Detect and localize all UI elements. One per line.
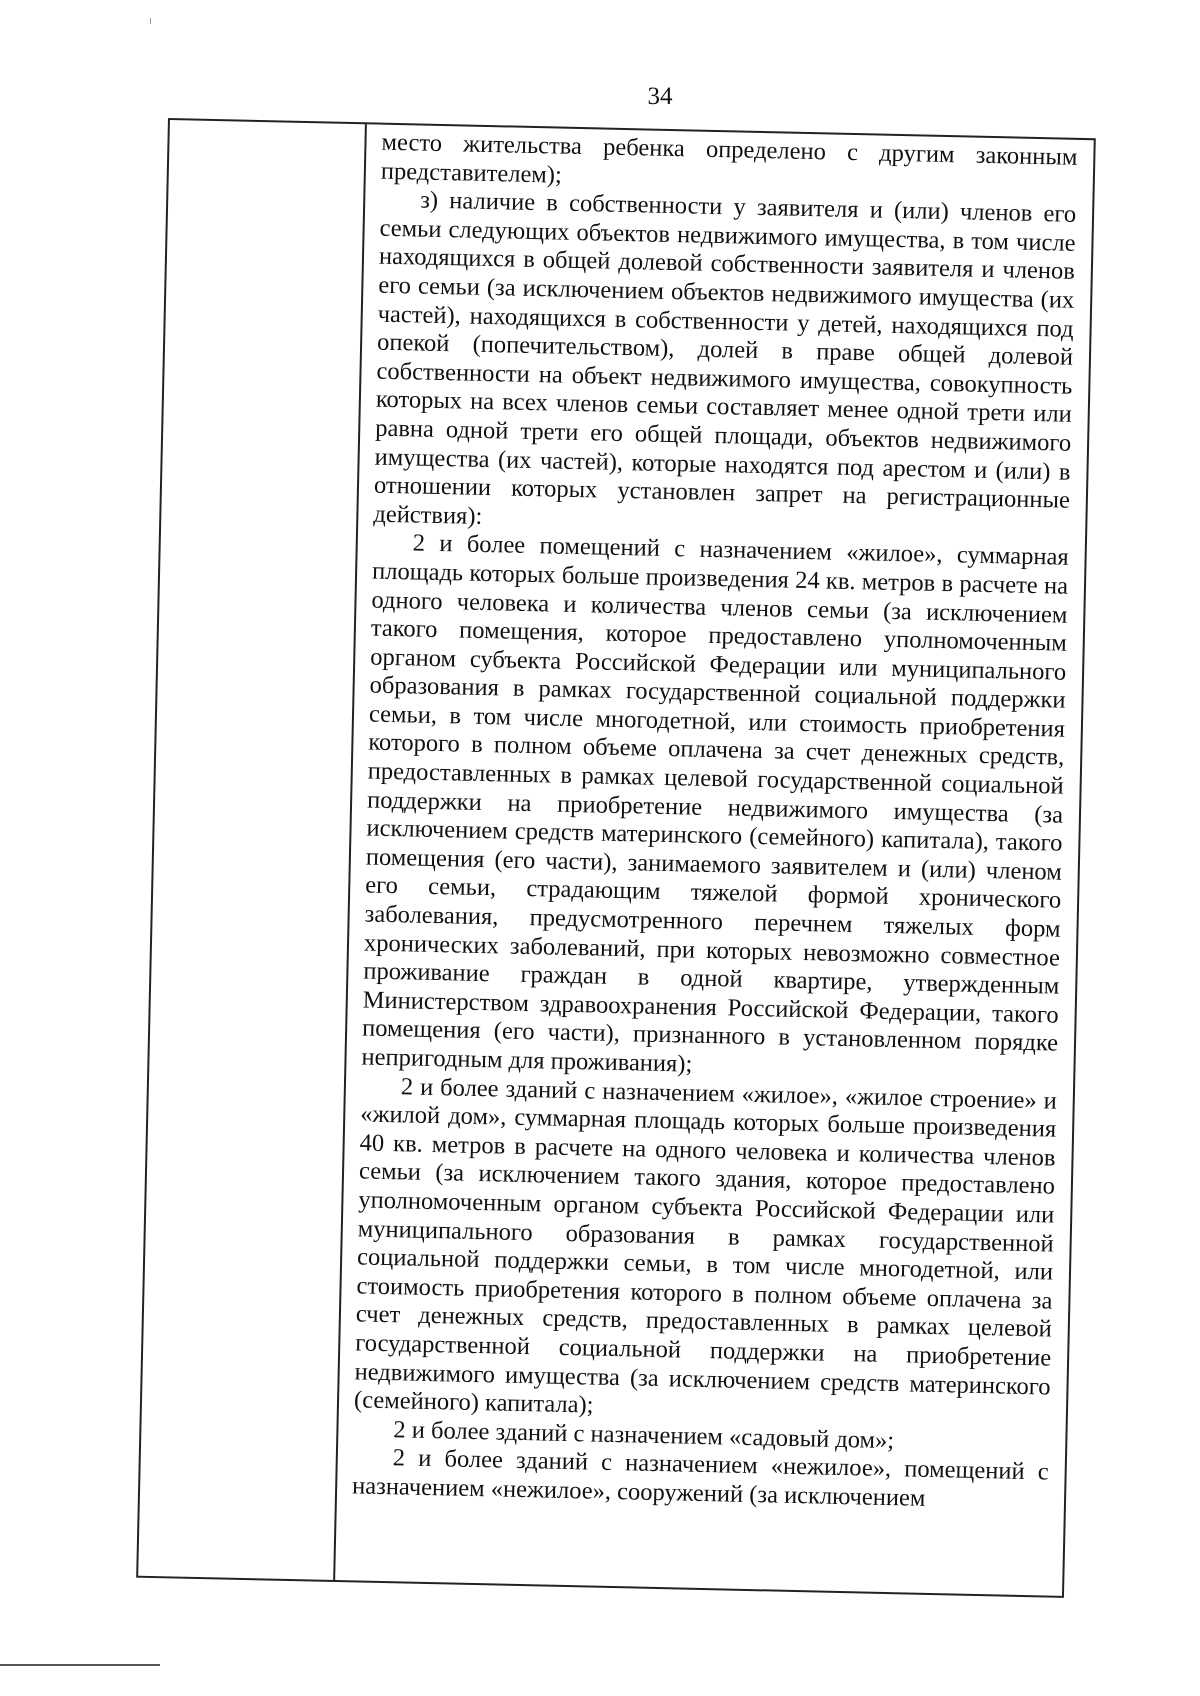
paragraph-continuation: место жительства ребенка определено с другим законным представителем); [380,128,1078,189]
scan-edge-line [0,1664,160,1666]
page-number: 34 [647,83,673,110]
scan-speck [150,18,151,24]
paragraph-residential-buildings: 2 и более зданий с назначением «жилое», «жилое строение» и «жилой дом», суммарная площадь которых больше произведения 40 кв. метров в расчете на одного человека и количества членов семьи (за исключением такого здания, которое предоставлено уполномоченным органом субъекта Российской Федерации или муниципального образования в рамках государственной социальной поддержки семьи, в том числе многодетной, или стоимость приобретения которого в полном объеме оплачена за счет денежных средств, предоставленных в рамках целевой государственной социальной поддержки на приобретение недвижимого имущества (за исключением средств материнского (семейного) капитала); [353,1072,1058,1419]
table-text-cell [352,129,1078,1516]
paragraph-item-z: з) наличие в собственности у заявителя и (или) членов его семьи следующих объектов недвижимого имущества, в том числе находящихся в общей долевой собственности заявителя и членов его семьи (за исключением объектов недвижимого имущества (их частей), находящихся в собственности у детей, находящихся под опекой (попечительством), долей в праве общей долевой собственности на объект недвижимого имущества, совокупность которых на всех членов семьи составляет менее одной трети или равна одной трети его общей площади, объектов недвижимого имущества (их частей), которые находятся под арестом и (или) в отношении которых установлен запрет на регистрационные действия): [373,186,1077,530]
paragraph-non-residential: 2 и более зданий с назначением «нежилое», помещений с назначением «нежилое», сооружений (за исключением [351,1444,1049,1512]
paragraph-residential-premises: 2 и более помещений с назначением «жилое», суммарная площадь которых больше произведения 24 кв. метров в расчете на одного человека и количества членов семьи (за исключением такого помещения, которое предоставлено уполномоченным органом субъекта Российской Федерации или муниципального образования в рамках государственной социальной поддержки семьи, в том числе многодетной, или стоимость приобретения которого в полном объеме оплачена за счет денежных средств, предоставленных в рамках целевой государственной социальной поддержки на приобретение недвижимого имущества (за исключением средств материнского (семейного) капитала), такого помещения (его части), занимаемого заявителем и (или) членом его семьи, страдающим тяжелой формой хронического заболевания, предусмотренного перечнем тяжелых форм хронических заболеваний, при которых невозможно совместное проживание граждан в одной квартире, утвержденным Министерством здравоохранения Российской Федерации, такого помещения (его части), признанного в установленном порядке непригодным для проживания); [361,529,1069,1078]
paragraph-garden-houses: 2 и более зданий с назначением «садовый дом»; [393,1415,895,1454]
content-table [136,118,1096,1598]
